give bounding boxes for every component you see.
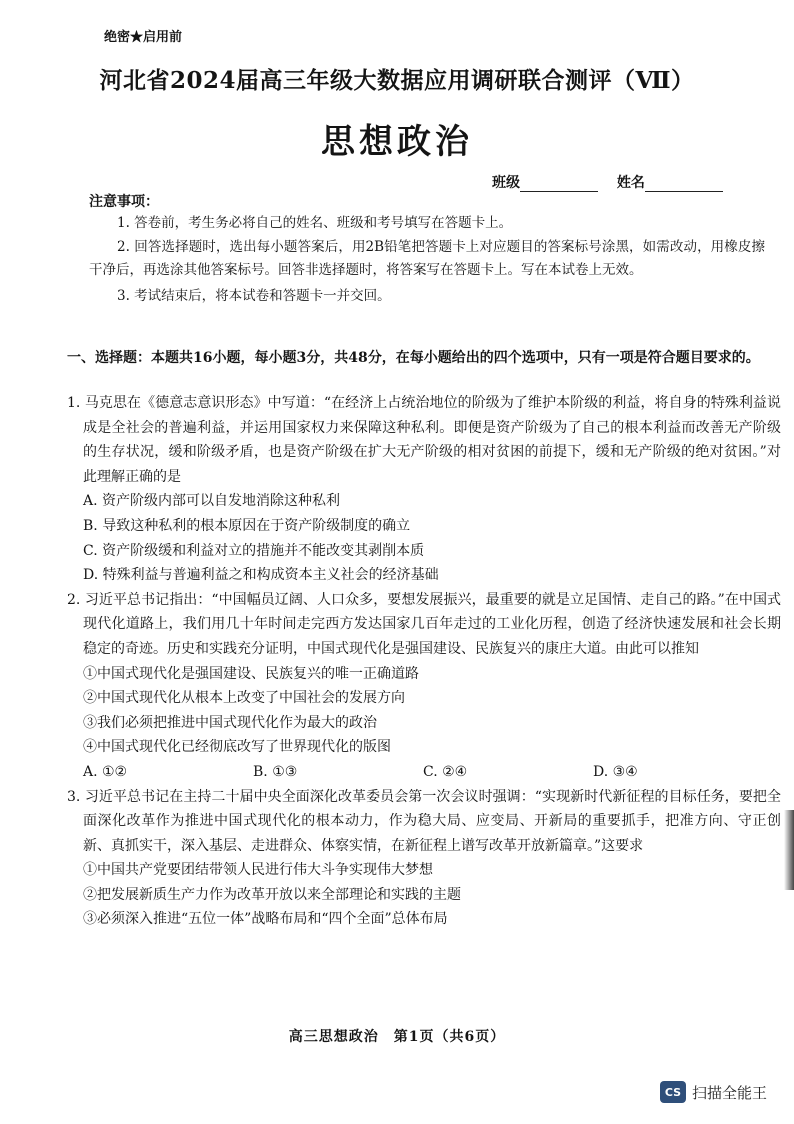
question-2 [67, 588, 781, 785]
option-b: B. 导致这种私利的根本原因在于资产阶级制度的确立 [83, 517, 411, 534]
class-name-line [492, 172, 737, 192]
scan-shadow [784, 810, 794, 890]
notes-heading: 注意事项： [89, 194, 159, 210]
name-blank [645, 177, 723, 192]
confidential-label: 绝密★启用前 [104, 30, 183, 45]
class-blank [520, 177, 598, 192]
option-d: D. 特殊利益与普遍利益之和构成资本主义社会的经济基础 [83, 567, 439, 584]
class-label: 班级 [492, 175, 520, 191]
question-3 [67, 785, 781, 933]
question-list [67, 391, 781, 932]
choice-d: D. ③④ [593, 763, 638, 780]
note-item: 2. 回答选择题时，选出每小题答案后，用2B铅笔把答题卡上对应题目的答案标号涂黑，如需改动，用橡皮擦干净后，再选涂其他答案标号。回答非选择题时，将答案写在答题卡上。写在本试卷上无效。 [89, 238, 765, 278]
option-c: C. 资产阶级缓和利益对立的措施并不能改变其剥削本质 [83, 542, 425, 559]
exam-title: 河北省2024届高三年级大数据应用调研联合测评（Ⅶ） [99, 67, 695, 94]
subject-title: 思想政治 [321, 122, 473, 162]
choice-row [67, 760, 781, 785]
statement-2: ②把发展新质生产力作为改革开放以来全部理论和实践的主题 [83, 886, 461, 903]
note-item: 1. 答卷前，考生务必将自己的姓名、班级和考号填写在答题卡上。 [117, 215, 513, 231]
name-label: 姓名 [616, 175, 645, 191]
watermark-text: 扫描全能王 [692, 1083, 768, 1102]
choice-b: B. ①③ [253, 763, 298, 780]
question-stem: 3. 习近平总书记在主持二十届中央全面深化改革委员会第一次会议时强调：“实现新时代新征程的目标任务，要把全面深化改革作为推进中国式现代化的根本动力，作为稳大局、应变局、开新局的重要抓手，把准方向、守正创新、真抓实干，深入基层、走进群众、体察实情，在新征程上谱写改革开放新篇章。”这要求 [67, 788, 781, 854]
camscanner-logo-icon: CS [660, 1081, 686, 1103]
statement-1: ①中国式现代化是强国建设、民族复兴的唯一正确道路 [83, 665, 419, 682]
choice-a: A. ①② [83, 763, 128, 780]
question-1 [67, 391, 781, 588]
option-a: A. 资产阶级内部可以自发地消除这种私利 [83, 493, 341, 510]
statement-3: ③我们必须把推进中国式现代化作为最大的政治 [83, 714, 377, 731]
section-heading: 一、选择题：本题共16小题，每小题3分，共48分，在每小题给出的四个选项中，只有一项是符合题目要求的。 [67, 350, 760, 366]
choice-c: C. ②④ [423, 763, 468, 780]
statement-2: ②中国式现代化从根本上改变了中国社会的发展方向 [83, 690, 405, 707]
statement-4: ④中国式现代化已经彻底改写了世界现代化的版图 [83, 739, 391, 756]
page-footer: 高三思想政治 第1页（共6页） [288, 1029, 506, 1045]
notes-list [89, 212, 765, 308]
scanner-watermark [660, 1081, 767, 1103]
statement-3: ③必须深入推进“五位一体”战略布局和“四个全面”总体布局 [83, 911, 448, 928]
question-stem: 2. 习近平总书记指出：“中国幅员辽阔、人口众多，要想发展振兴，最重要的就是立足国情、走自己的路。”在中国式现代化道路上，我们用几十年时间走完西方发达国家几百年走过的工业化历程，创造了经济快速发展和社会长期稳定的奇迹。历史和实践充分证明，中国式现代化是强国建设、民族复兴的康庄大道。由此可以推知 [67, 591, 781, 657]
note-item: 3. 考试结束后，将本试卷和答题卡一并交回。 [117, 287, 391, 304]
question-stem: 1. 马克思在《德意志意识形态》中写道：“在经济上占统治地位的阶级为了维护本阶级的利益，将自身的特殊利益说成是全社会的普遍利益，并运用国家权力来保障这种私利。即便是资产阶级为了自己的根本利益而改善无产阶级的生存状况，缓和阶级矛盾，也是资产阶级在扩大无产阶级的相对贫困的前提下，缓和无产阶级的绝对贫困。”对此理解正确的是 [67, 395, 781, 485]
statement-1: ①中国共产党要团结带领人民进行伟大斗争实现伟大梦想 [83, 862, 433, 879]
